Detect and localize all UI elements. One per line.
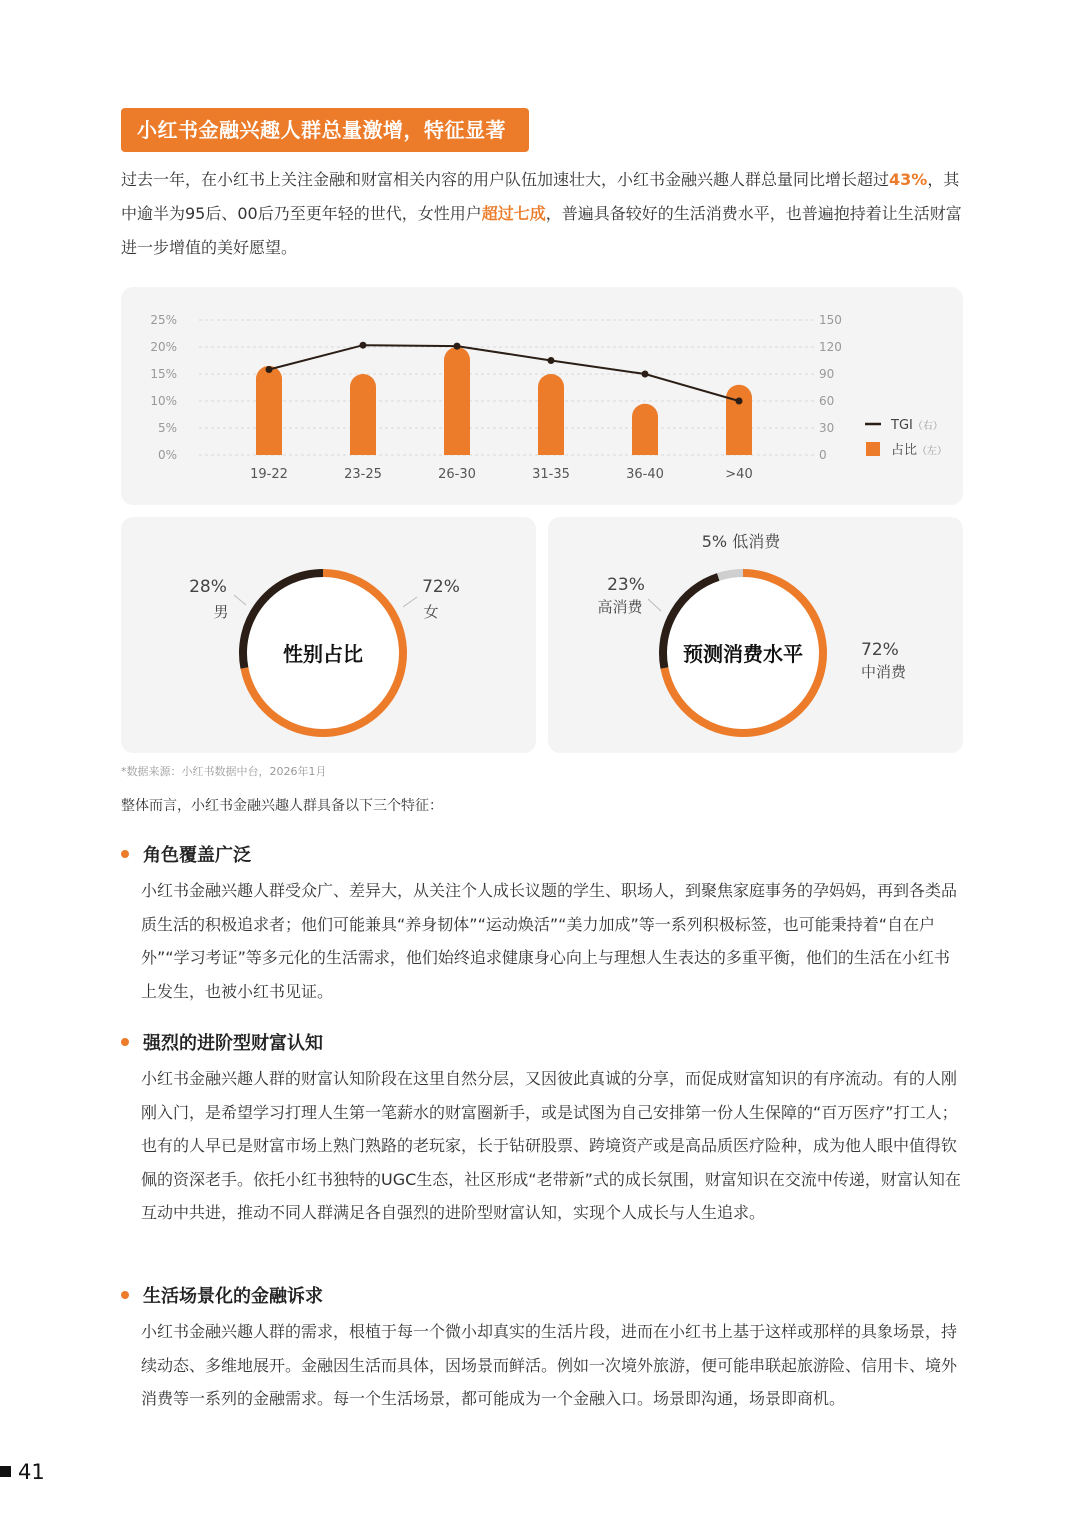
gender-chart-panel [121,517,536,753]
y-left-tick-label: 20% [150,340,177,354]
slice-pct-mid: 72% [861,640,899,660]
legend-share-note: （左） [917,446,948,457]
tgi-point [266,366,273,373]
age-chart-panel [121,287,963,505]
feature-heading-text: 强烈的进阶型财富认知 [143,1033,323,1054]
x-tick-label: 23-25 [344,467,382,482]
tgi-point [360,342,367,349]
tgi-point [642,371,649,378]
bar->40 [726,385,752,455]
intro-text-1: 过去一年，在小红书上关注金融和财富相关内容的用户队伍加速壮大，小红书金融兴趣人群总量同比增长超过 [121,170,890,189]
leader-line [403,597,417,607]
y-right-tick-label: 30 [819,421,835,435]
legend-tgi-note: （右） [912,421,943,432]
feature-heading-2 [121,1029,323,1055]
slice-label-mid: 中消费 [861,663,907,681]
page-number [0,1460,45,1484]
y-right-tick-label: 120 [819,340,842,354]
intro-text-3: ，普遍具备较好的生活消费水平，也普遍抱持着让生活财富进一步增值的美好愿望。 [121,204,962,257]
feature-heading-text: 角色覆盖广泛 [143,845,251,866]
bullet-dot [121,1038,129,1046]
donut-title: 预测消费水平 [683,642,803,666]
tgi-point [454,343,461,350]
slice-label-female: 女 [423,603,439,621]
tgi-point [548,357,555,364]
gender-donut-chart [121,517,536,753]
slice-label-high: 高消费 [597,598,643,616]
tgi-line [269,345,739,401]
bar-31-35 [538,374,564,455]
slice-pct-male: 28% [189,577,227,597]
slice-label-low: 5% 低消费 [701,532,781,551]
legend-share-label: 占比 [891,443,918,458]
bar-23-25 [350,374,376,455]
consumption-chart-panel [548,517,963,753]
feature-body-2: 小红书金融兴趣人群的财富认知阶段在这里自然分层，又因彼此真诚的分享，而促成财富知识的有序流动。有的人刚刚入门，是希望学习打理人生第一笔薪水的财富圈新手，或是试图为自己安排第一份人生保障的“百万医疗”打工人；也有的人早已是财富市场上熟门熟路的老玩家，长于钻研股票、跨境资产或是高品质医疗险种，成为他人眼中值得钦佩的资深老手。依托小红书独特的UGC生态，社区形成“老带新”式的成长氛围，财富知识在交流中传递，财富认知在互动中共进，推动不同人群满足各自强烈的进阶型财富认知，实现个人成长与人生追求。 [141,1069,961,1223]
slice-label-male: 男 [213,603,229,621]
feature-body-3: 小红书金融兴趣人群的需求，根植于每一个微小却真实的生活片段，进而在小红书上基于这样或那样的具象场景，持续动态、多维地展开。金融因生活而具体，因场景而鲜活。例如一次境外旅游，便可能串联起旅游险、信用卡、境外消费等一系列的金融需求。每一个生活场景，都可能成为一个金融入口。场景即沟通，场景即商机。 [141,1322,958,1409]
legend-share [891,442,947,458]
y-left-tick-label: 10% [150,394,177,408]
bar-26-30 [444,347,470,455]
source-note: *数据来源：小红书数据中台，2026年1月 [121,765,327,778]
leader-line [234,595,246,605]
consumption-donut-chart [548,517,963,753]
x-tick-label: 19-22 [250,467,288,482]
legend-tgi-label: TGI [891,418,913,433]
section-title: 小红书金融兴趣人群总量激增，特征显著 [121,108,529,152]
y-left-tick-label: 15% [150,367,177,381]
feature-heading-text: 生活场景化的金融诉求 [143,1286,323,1307]
y-left-tick-label: 5% [157,421,177,435]
tgi-point [736,398,743,405]
y-right-tick-label: 150 [819,313,842,327]
page-marker-square [0,1466,11,1477]
x-tick-label: >40 [725,467,753,482]
y-right-tick-label: 60 [819,394,835,408]
slice-pct-high: 23% [607,575,645,595]
bullet-dot [121,1291,129,1299]
slice-low [718,573,743,577]
bar-36-40 [632,404,658,455]
feature-heading-1 [121,841,251,867]
legend-share-swatch [866,442,880,456]
summary-text: 整体而言，小红书金融兴趣人群具备以下三个特征： [121,798,443,814]
bar-19-22 [256,366,282,455]
bullet-dot [121,850,129,858]
donut-title: 性别占比 [283,642,363,666]
feature-heading-3 [121,1282,323,1308]
intro-text-2: ，其中逾半为95后、00后乃至更年轻的世代，女性用户 [121,170,960,223]
slice-pct-female: 72% [422,577,460,597]
intro-highlight-female: 超过七成 [481,204,546,223]
x-tick-label: 31-35 [532,467,570,482]
age-chart [121,287,963,505]
legend-tgi [890,418,943,433]
feature-body-1: 小红书金融兴趣人群受众广、差异大，从关注个人成长议题的学生、职场人，到聚焦家庭事务的孕妈妈，再到各类品质生活的积极追求者；他们可能兼具“养身韧体”“运动焕活”“美力加成”等一系列积极标签，也可能秉持着“自在户外”“学习考证”等多元化的生活需求，他们始终追求健康身心向上与理想人生表达的多重平衡，他们的生活在小红书上发生，也被小红书见证。 [141,881,958,1001]
intro-paragraph [121,163,963,265]
x-tick-label: 36-40 [626,467,664,482]
x-tick-label: 26-30 [438,467,476,482]
page-number-text: 41 [18,1460,45,1484]
y-right-tick-label: 0 [819,448,827,462]
y-left-tick-label: 25% [150,313,177,327]
y-right-tick-label: 90 [819,367,835,381]
y-left-tick-label: 0% [157,448,177,462]
intro-highlight-growth: 43% [889,170,928,189]
leader-line [648,599,661,611]
